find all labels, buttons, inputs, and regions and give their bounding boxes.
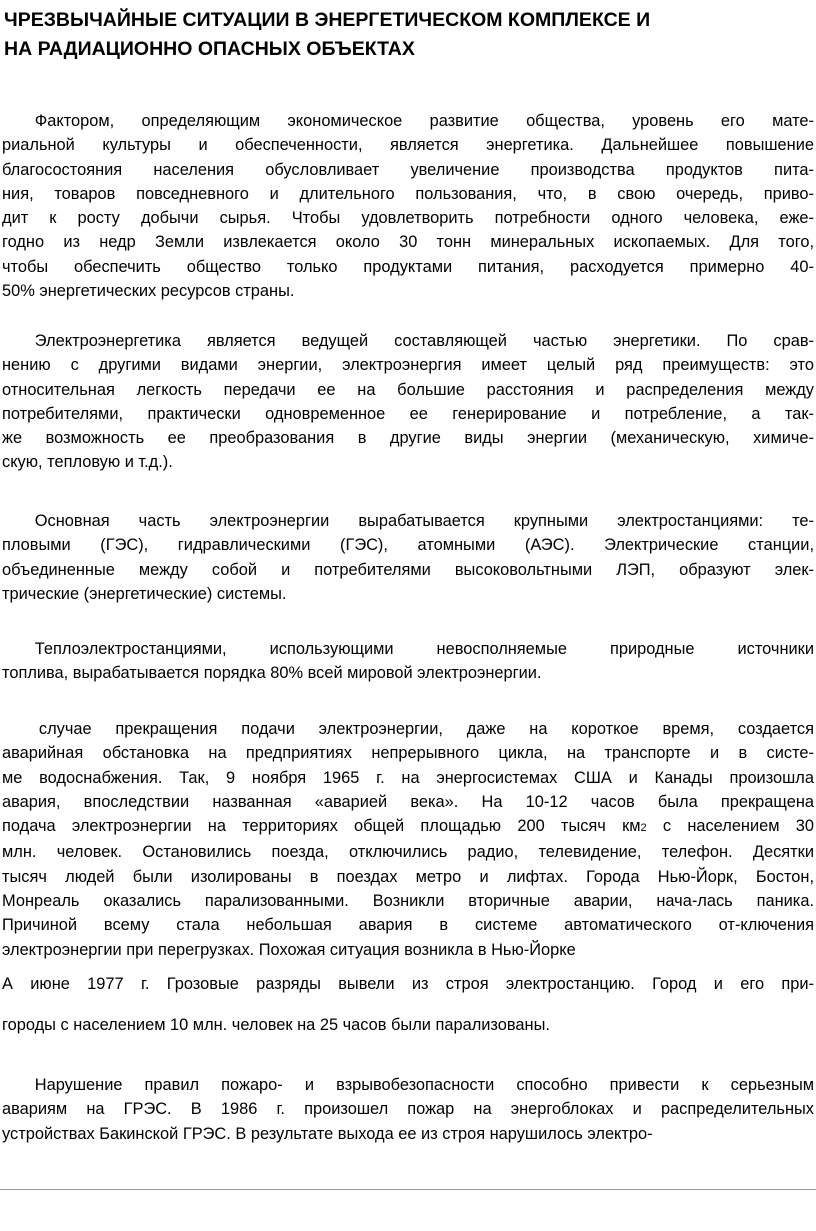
text-line: риальной культуры и обеспеченности, является энергетика. Дальнейшее повышение <box>2 136 814 155</box>
text-line: авариям на ГРЭС. В 1986 г. произошел пожар на энергоблоках и распределительных <box>2 1100 814 1119</box>
text-line: чтобы обеспечить общество только продуктами питания, расходуется примерно 40- <box>2 257 814 276</box>
text-line: городы с населением 10 млн. человек на 25 часов были парализованы. <box>2 1016 550 1034</box>
text-line: нению с другими видами энергии, электроэнергия имеет целый ряд преимуществ: это <box>2 356 814 375</box>
text-line: А июне 1977 г. Грозовые разряды вывели из строя электростанцию. Город и его при- <box>2 975 814 993</box>
paragraph-new-york-1977-cont <box>2 1013 814 1037</box>
page-divider <box>0 1189 816 1190</box>
paragraph-new-york-1977 <box>2 972 814 996</box>
document-title <box>4 6 814 64</box>
paragraph-electroenergetics <box>2 329 814 475</box>
text-segment: подача электроэнергии на территориях общей площадью 200 тысяч км <box>2 817 641 836</box>
paragraph-fire-safety <box>2 1073 814 1146</box>
text-line: Основная часть электроэнергии вырабатывается крупными электростанциями: те- <box>34 512 814 530</box>
text-line: млн. человек. Остановились поезда, отключились радио, телевидение, телефон. Десятки <box>2 843 814 862</box>
text-line: относительная легкость передачи ее на большие расстояния и распределения между <box>2 380 814 399</box>
text-segment: с населением 30 <box>646 817 814 836</box>
text-line: Нарушение правил пожаро- и взрывобезопасности способно привести к серьезным <box>34 1076 814 1094</box>
text-line: же возможность ее преобразования в другие виды энергии (механическую, химиче- <box>2 429 814 448</box>
text-line: скую, тепловую и т.д.). <box>2 453 173 472</box>
text-line: Фактором, определяющим экономическое развитие общества, уровень его мате- <box>34 112 814 130</box>
text-line: потребителями, практически одновременное ее генерирование и потребление, а так- <box>2 404 814 423</box>
text-line: ния, товаров повседневного и длительного пользования, что, в свою очередь, приво- <box>2 184 814 203</box>
text-line: Электроэнергетика является ведущей составляющей частью энергетики. По срав- <box>34 332 814 350</box>
text-line: пловыми (ГЭС), гидравлическими (ГЭС), атомными (АЭС). Электрические станции, <box>2 536 814 555</box>
text-line: трические (энергетические) системы. <box>2 584 287 603</box>
area-exponent: 2 <box>640 822 647 835</box>
text-line: Теплоэлектростанциями, использующими невосполняемые природные источники <box>34 640 814 658</box>
text-line: 50% энергетических ресурсов страны. <box>2 282 295 301</box>
text-line: дит к росту добычи сырья. Чтобы удовлетворить потребности одного человека, еже- <box>2 209 814 228</box>
text-line: случае прекращения подачи электроэнергии, даже на короткое время, создается <box>38 720 814 738</box>
paragraph-thermal-stations <box>2 637 814 686</box>
text-line: Причиной всему стала небольшая авария в системе автоматического от-ключения <box>2 916 814 935</box>
title-line: НА РАДИАЦИОННО ОПАСНЫХ ОБЪЕКТАХ <box>4 38 415 60</box>
text-line-with-superscript <box>2 814 814 840</box>
text-line: электроэнергии при перегрузках. Похожая ситуация возникла в Нью-Йорке <box>2 940 576 959</box>
text-line: топлива, вырабатывается порядка 80% всей мировой электроэнергии. <box>2 664 542 683</box>
paragraph-power-stations <box>2 509 814 606</box>
text-line: тысяч людей были изолированы в поездах метро и лифтах. Города Нью-Йорк, Бостон, <box>2 867 814 886</box>
text-line: ме водоснабжения. Так, 9 ноября 1965 г. на энергосистемах США и Канады произошла <box>2 768 814 787</box>
paragraph-energy-intro <box>2 109 814 303</box>
text-line: устройствах Бакинской ГРЭС. В результате выхода ее из строя нарушилось электро- <box>2 1124 653 1143</box>
text-line: благосостояния населения обусловливает увеличение производства продуктов пита- <box>2 160 814 179</box>
text-line: авария, впоследствии названная «аварией века». На 10-12 часов была прекращена <box>2 792 814 811</box>
paragraph-power-outage <box>2 717 814 962</box>
text-line: аварийная обстановка на предприятиях непрерывного цикла, на транспорте и в систе- <box>2 744 814 763</box>
title-line: ЧРЕЗВЫЧАЙНЫЕ СИТУАЦИИ В ЭНЕРГЕТИЧЕСКОМ КОМПЛЕКСЕ И <box>4 9 651 31</box>
text-line: объединенные между собой и потребителями высоковольтными ЛЭП, образуют элек- <box>2 560 814 579</box>
text-line: Монреаль оказались парализованными. Возникли вторичные аварии, нача-лась паника. <box>2 892 814 911</box>
text-line: годно из недр Земли извлекается около 30 тонн минеральных ископаемых. Для того, <box>2 233 814 252</box>
